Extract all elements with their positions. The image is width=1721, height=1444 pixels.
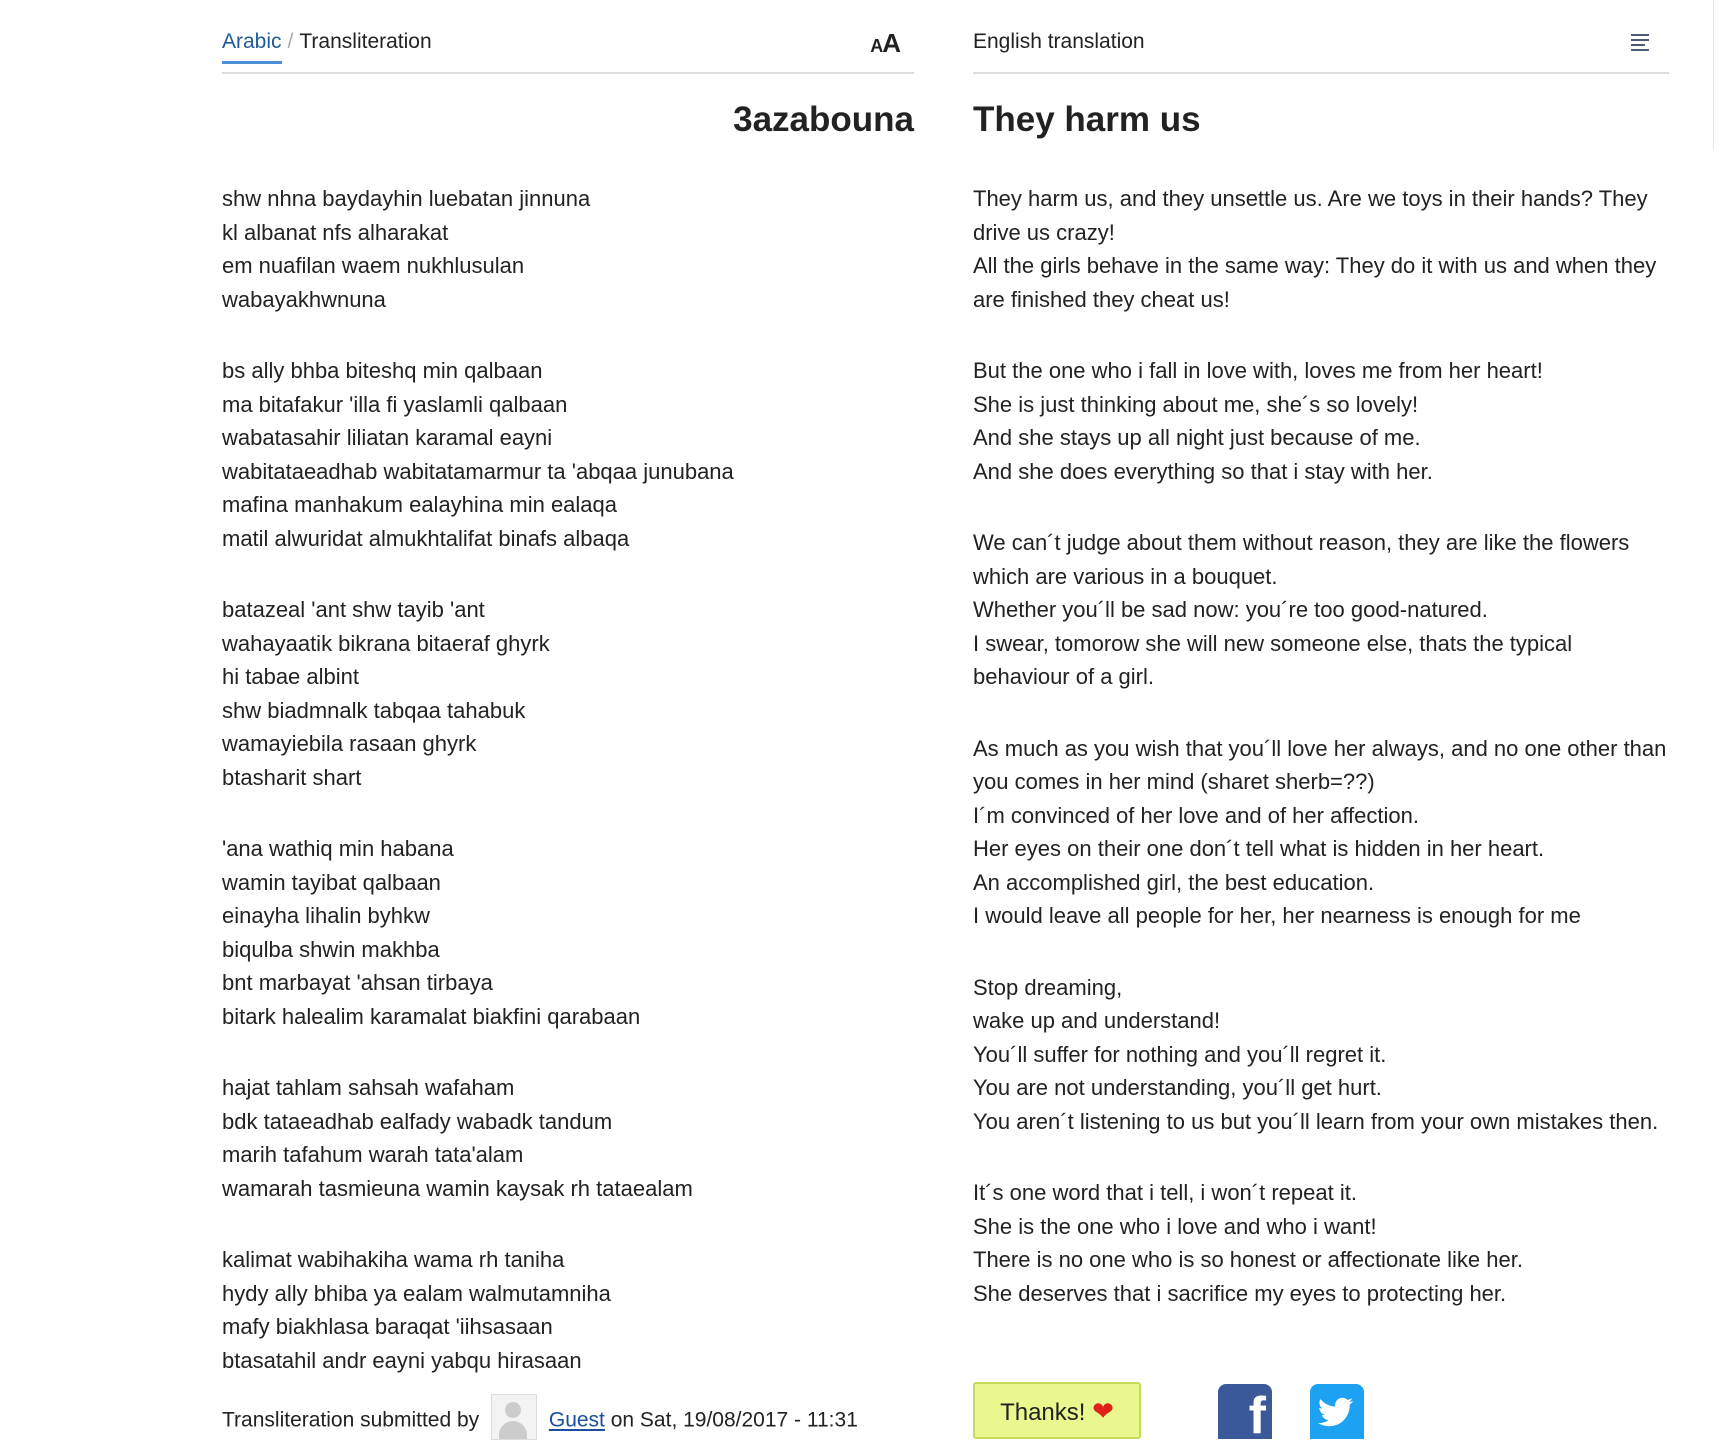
translation-line: They harm us, and they unsettle us. Are we toys in their hands? They drive us crazy!	[973, 186, 1648, 245]
transliteration-line: 'ana wathiq min habana	[222, 836, 454, 861]
transliteration-line: kl albanat nfs alharakat	[222, 219, 449, 245]
translated-song-title: They harm us	[973, 100, 1201, 139]
translation-stanza	[973, 182, 1669, 316]
translation-line: Stop dreaming,	[973, 974, 1123, 1000]
transliteration-line: btasatahil andr eayni yabqu hirasaan	[222, 1347, 582, 1373]
translation-line: You aren´t listening to us but you´ll learn from your own mistakes then.	[973, 1108, 1659, 1134]
transliteration-line: bnt marbayat 'ahsan tirbaya	[222, 970, 493, 995]
translation-line: As much as you wish that you´ll love her always, and no one other than you comes in her mind (sharet sherb=??)	[973, 735, 1667, 794]
tab-separator: /	[287, 30, 294, 53]
translation-stanza	[973, 1176, 1669, 1310]
translation-lyrics	[973, 182, 1669, 1310]
transliteration-line: bs ally bhba biteshq min qalbaan	[222, 358, 543, 383]
translation-line: I would leave all people for her, her nearness is enough for me	[973, 903, 1581, 928]
transliteration-stanza	[222, 1071, 914, 1205]
left-tab-bar	[222, 0, 914, 74]
transliteration-line: bdk tataeadhab ealfady wabadk tandum	[222, 1108, 613, 1134]
thanks-button[interactable]	[973, 1382, 1141, 1439]
translation-line: You are not understanding, you´ll get hurt.	[973, 1075, 1382, 1100]
transliteration-line: hajat tahlam sahsah wafaham	[222, 1075, 515, 1100]
translation-stanza	[973, 971, 1669, 1139]
translation-line: It´s one word that i tell, i won´t repeat it.	[973, 1180, 1357, 1205]
transliteration-stanza	[222, 354, 914, 555]
transliteration-line: mafy biakhlasa baraqat 'iihsasaan	[222, 1314, 553, 1339]
transliteration-line: wahayaatik bikrana bitaeraf ghyrk	[222, 630, 550, 656]
twitter-share-icon[interactable]	[1310, 1384, 1364, 1439]
translation-stanza	[973, 732, 1669, 933]
transliteration-line: kalimat wabihakiha wama rh taniha	[222, 1247, 565, 1272]
submitted-prefix: Transliteration submitted by	[222, 1408, 480, 1432]
transliteration-line: wabitataeadhab wabitatamarmur ta 'abqaa junubana	[222, 458, 734, 484]
transliteration-line: wabayakhwnuna	[222, 286, 386, 312]
list-settings-icon[interactable]	[1631, 34, 1653, 50]
transliteration-line: batazeal 'ant shw tayib 'ant	[222, 597, 485, 622]
submitted-by	[222, 1398, 858, 1444]
transliteration-line: em nuafilan waem nukhlusulan	[222, 253, 525, 278]
transliteration-line: bitark halealim karamalat biakfini qarabaan	[222, 1003, 641, 1029]
font-size-icon[interactable]	[870, 28, 900, 59]
transliteration-panel	[222, 0, 914, 1415]
thanks-label: Thanks!	[1000, 1399, 1086, 1426]
transliteration-line: biqulba shwin makhba	[222, 936, 440, 962]
avatar[interactable]	[491, 1394, 537, 1440]
tab-transliteration[interactable]: Transliteration	[299, 30, 432, 53]
translation-stanza	[973, 354, 1669, 488]
heart-icon: ❤	[1092, 1396, 1114, 1426]
translation-line: And she does everything so that i stay with her.	[973, 458, 1433, 484]
transliteration-lyrics	[222, 182, 914, 1377]
translation-line: wake up and understand!	[973, 1008, 1221, 1033]
language-tabs	[222, 30, 432, 54]
transliteration-line: ma bitafakur 'illa fi yaslamli qalbaan	[222, 391, 568, 417]
font-size-small-glyph: A	[870, 36, 883, 56]
transliteration-line: hydy ally bhiba ya ealam walmutamniha	[222, 1280, 611, 1306]
translation-header: English translation	[973, 30, 1145, 53]
translation-line: Whether you´ll be sad now: you´re too good-natured.	[973, 597, 1488, 622]
transliteration-stanza	[222, 182, 914, 316]
right-tab-bar	[973, 0, 1669, 74]
translation-line: I swear, tomorow she will new someone else, thats the typical behaviour of a girl.	[973, 630, 1573, 689]
translation-line: All the girls behave in the same way: They do it with us and when they are finished they cheat us!	[973, 253, 1657, 312]
transliteration-line: hi tabae albint	[222, 664, 359, 689]
transliteration-stanza	[222, 832, 914, 1033]
translation-line: She is just thinking about me, she´s so lovely!	[973, 391, 1419, 417]
translation-stanza	[973, 526, 1669, 694]
tab-arabic[interactable]: Arabic	[222, 30, 282, 64]
translation-line: An accomplished girl, the best education.	[973, 869, 1375, 895]
transliteration-line: mafina manhakum ealayhina min ealaqa	[222, 492, 618, 517]
submitted-date: on Sat, 19/08/2017 - 11:31	[610, 1408, 858, 1432]
original-song-title: 3azabouna	[733, 100, 914, 139]
translation-line: Her eyes on their one don´t tell what is hidden in her heart.	[973, 836, 1545, 861]
translation-line: You´ll suffer for nothing and you´ll regret it.	[973, 1041, 1387, 1067]
transliteration-line: wamarah tasmieuna wamin kaysak rh tataealam	[222, 1175, 693, 1201]
facebook-glyph: f	[1248, 1387, 1266, 1439]
transliteration-stanza	[222, 593, 914, 794]
translation-panel	[973, 0, 1669, 1348]
transliteration-line: wamayiebila rasaan ghyrk	[222, 731, 477, 756]
transliteration-line: wamin tayibat qalbaan	[222, 869, 441, 895]
transliteration-line: shw nhna baydayhin luebatan jinnuna	[222, 186, 591, 211]
transliteration-line: marih tafahum warah tata'alam	[222, 1142, 524, 1167]
translation-line: I´m convinced of her love and of her affection.	[973, 802, 1419, 828]
translation-line: We can´t judge about them without reason, they are like the flowers which are various in a bouquet.	[973, 530, 1630, 589]
translation-line: She is the one who i love and who i want!	[973, 1213, 1377, 1239]
twitter-bird-icon	[1310, 1384, 1364, 1439]
transliteration-line: wabatasahir liliatan karamal eayni	[222, 425, 553, 450]
transliteration-line: shw biadmnalk tabqaa tahabuk	[222, 697, 526, 723]
transliteration-stanza	[222, 1243, 914, 1377]
translation-line: And she stays up all night just because of me.	[973, 425, 1421, 450]
translation-line: There is no one who is so honest or affectionate like her.	[973, 1247, 1523, 1272]
transliteration-line: einayha lihalin byhkw	[222, 903, 430, 928]
transliteration-line: matil alwuridat almukhtalifat binafs albaqa	[222, 525, 630, 551]
translation-line: But the one who i fall in love with, loves me from her heart!	[973, 358, 1543, 383]
translation-line: She deserves that i sacrifice my eyes to protecting her.	[973, 1280, 1507, 1306]
transliteration-line: btasharit shart	[222, 764, 362, 790]
facebook-share-icon[interactable]	[1218, 1384, 1272, 1439]
scrollbar-edge[interactable]	[1713, 0, 1721, 150]
font-size-large-glyph: A	[882, 28, 900, 58]
guest-user-link[interactable]: Guest	[548, 1408, 605, 1432]
